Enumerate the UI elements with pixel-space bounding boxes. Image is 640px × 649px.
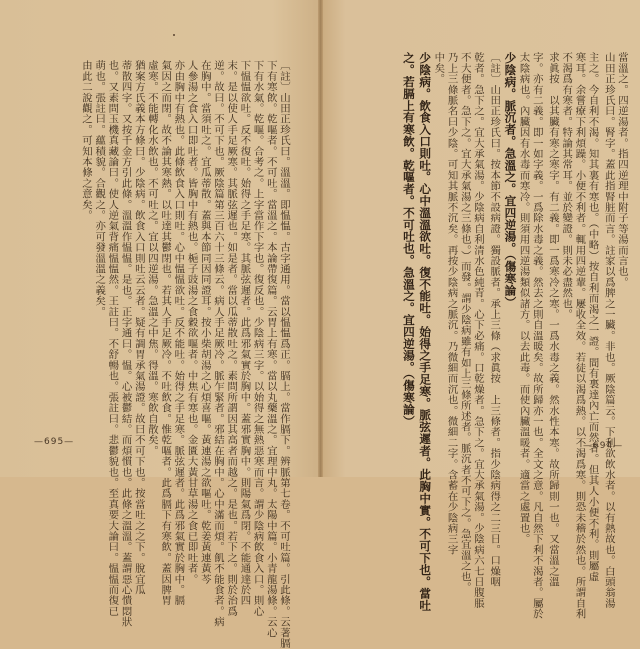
text-column: 不渴爲有寒者。特論其常耳。並於變證。則未必盡然也。 (560, 52, 573, 320)
text-column: 中矣。 (432, 52, 445, 85)
text-column: 亦由胸中有熱也。此條飲食入口則吐。心中愠愠欲吐。反不能吐。始得之手足寒。脈弦遲者。此爲邪氣實於胸中。膈 (172, 60, 185, 606)
text-column: 求眞按 以其臟有寒之寒字。有二義。即一爲寒冷之寒。一爲水毒之義。然水性本寒。故所歸則一也。又當溫之溫 (546, 52, 559, 587)
section-heading: 少陰病。飲食入口則吐。心中溫溫欲吐。復不能吐。始得之手足寒。脈弦遲者。此胸中實。不可下也。當吐 (418, 52, 433, 612)
print-speck (173, 34, 175, 36)
text-column: 末。是以使人手足厥寒。其脈弦遲也。如是者。當以瓜蒂散吐之。素問所謂因其高者而越之。是也。若下之。則於治爲 (225, 60, 238, 617)
text-column: 在胸中。當須吐之。宜瓜蒂散。蓋與本節同因同證耳。按小柴胡湯之心煩喜嘔。黃連湯之欲嘔吐。乾姜黃連黃芩 (198, 60, 211, 585)
text-column: 主之。今自利不渴。知其裏有寒也。（中略）按自利而渴之一證。間有裏達內亡而然者。但其人小便不利。則屬虛 (586, 52, 599, 582)
text-column: 寒耳。余嘗療下利煩躁。小便不利者。輒用四逆輩。屢收全效。若徒以渴爲熱。以不渴爲寒。則恐未稽於然也。所謂自利 (573, 52, 586, 620)
section-heading: 少陰病。脈沉者。急溫之。宜四逆湯。（傷寒論） (503, 52, 518, 308)
text-column: 虛寒。不能轉化水飲也。不可吐之。宜以四逆湯。急溫之中焦。得溫。寒飲自散矣。 (145, 60, 158, 456)
text-column: 也。又素問玉機真藏論曰。使人逆氣背痛愠愠然。王註曰。不舒暢也。張註曰。悲鬱貌也。至真要大論曰。愠愠而復已 (106, 60, 119, 617)
text-column: 萌也。張註曰。蘊積貌。合觀之。亦可發溫溫之義矣。 (93, 60, 106, 317)
right-page (320, 0, 640, 620)
text-column: 下愠愠欲吐。反不復吐。始得之手足寒。其脈弦遲者。此爲邪氣實於胸中。蓋邪實胸中。則陽氣爲閉。不能通達於四 (238, 60, 251, 606)
book-gutter (318, 0, 323, 477)
text-column: 逆。故曰。不可下也。厥陰篇第三百六十三條云。病人手足厥冷。脈乍緊者。邪結在胸中。心中滿而煩。飢不能食者。病 (211, 60, 224, 628)
text-column: 猶案方氏義本方條曰。少陰病。飲食入口則吐云云者。疑有調胃承氣湯證。故曰不可下也。按當吐之之下。脫宜瓜 (132, 60, 145, 595)
text-column: 太陰病也。內臟因有水毒而寒冷。則須用四逆湯類似諸方。以去此毒。而使內臟溫暖者。適當之處置也。 (517, 52, 530, 545)
text-column: 下有水氣。乾嘔。合考之。上字當作下字也。復反也。少陰病三字。以始得之無熱惡寒而言。謂少陰病飲食入口。則心 (251, 60, 264, 617)
text-column: 下有寒飲。乾嘔者。不可吐。當溫之。本論帶復篇。云胃上有寒。當以丸藥溫之。宜理中丸。太陽中篇。小青龍湯條。云心 (264, 60, 277, 638)
left-page-text (76, 60, 290, 649)
section-heading-continued: 之。若膈上有寒飲。乾嘔者。不可吐也。急溫之。宜四逆湯。（傷寒論） (401, 52, 416, 427)
page-number-right: —694— (583, 441, 624, 451)
text-column: 乾者。急下之。宜大承氣湯。少陰病自利清水色純青。心下必痛。口乾燥者。急下之。宜大承氣湯。少陰病六七日腹脹 (471, 52, 484, 609)
text-column: 不大便者。急下之。宜大承氣湯之三條也。）而發。謂少陰病雖有如上三條所述者。脈沉者不可下之。急宜溫之也。 (458, 52, 471, 593)
text-column: 蒂散四字。又按千金方引此條。溫溫作愠愠。是也。正字通曰。愠。心被鬱結。而煩慣也。此條之溫溫。蓋謂惡心憒悶狀 (119, 60, 132, 628)
text-column: 字。亦有二義。即一如字義。一爲除水毒之義。然去之則自溫暖矣。故所歸亦一也。全文之意。凡自然下利不渴者。屬於 (530, 52, 543, 620)
text-column: 乃上三條脈名曰少陰。可知其脈不沉矣。再按少陰病之脈沉。乃微細而沉也。微細二字。含蓄在少陰病三字 (445, 52, 458, 555)
text-column: 山田正珍氏曰。腎字。蓋此指腎脏而言。註家以爲脾之一臟。非也。厥陰篇云。下利欲飲水者。以有熱故也。白頭翁湯 (602, 52, 615, 609)
page-number-left: —695— (34, 437, 75, 447)
text-column: 當溫之。四逆湯者。指四逆理中附子等湯而言也。 (616, 52, 628, 288)
text-column: 〔註〕山田正珍氏曰。按本節不設病證。獨設脈者。承上三條（求眞按 上三條者。指少陰病得之二三日。口燥咽 (488, 52, 501, 587)
text-column: 人參湯之食入口即吐者。皆胸中有熱也。梔子豉湯之食穀欲嘔者。中焦有寒也。金匱大黃甘草湯之食已即吐者。 (185, 60, 198, 585)
text-column-conclusion: 由此二說觀之。可知本條之意矣。 (79, 60, 92, 221)
text-column: 氣因之而閉。故不論其寒熱。以吐達其鬱閉也。若其人手足厥冷。不吐飲食。惟乾嘔者。此爲膈下有寒飲。蓋因脾胃 (159, 60, 172, 606)
text-column: 〔註〕山田正珍氏曰。溫溫。即愠愠。古字通用。當以愠愠爲正。膈上。當作膈下。辨脈第七卷。不可吐篇。引此條。云著膈 (278, 60, 290, 649)
